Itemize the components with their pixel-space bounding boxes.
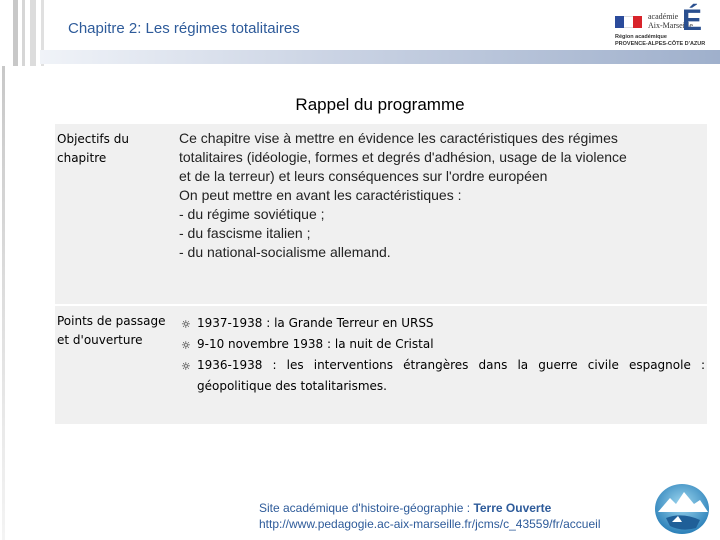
row-label: Points de passage et d'ouverture xyxy=(57,314,166,347)
academie-logo xyxy=(612,4,712,52)
objectives-cell: Ce chapitre vise à mettre en évidence les caractéristiques des régimes totalitaires (idéologie, formes et degrés d'adhésion, usage de la violence et de la terreur) et leurs conséquences sur l'ordre européen On peut mettre en avant les caractéristiques : - du régime soviétique ; - du fascisme italien ; - du national-socialisme allemand. xyxy=(179,130,627,260)
terre-ouverte-logo-icon xyxy=(652,482,712,536)
list-item: ☼ 1937-1938 : la Grande Terreur en URSS xyxy=(181,313,705,334)
logo-e-icon: É xyxy=(682,4,703,37)
list-item: ☼ 9-10 novembre 1938 : la nuit de Cristal xyxy=(181,334,705,355)
logo-subtitle: Région académique PROVENCE-ALPES-CÔTE D'AZUR xyxy=(615,34,706,47)
passage-points-cell xyxy=(181,313,705,397)
header-rule xyxy=(40,50,720,64)
row-label: Objectifs du chapitre xyxy=(57,132,129,165)
decor-bar xyxy=(13,0,18,66)
table-row xyxy=(55,306,707,424)
program-table xyxy=(55,124,707,424)
sun-bullet-icon: ☼ xyxy=(181,339,191,352)
logo-text: académie Aix-Marseille xyxy=(648,12,693,30)
section-title: Rappel du programme xyxy=(295,95,465,114)
table-row xyxy=(55,124,707,306)
flag-icon xyxy=(615,16,643,28)
slide-title: Chapitre 2: Les régimes totalitaires xyxy=(68,20,300,37)
footer-link[interactable]: http://www.pedagogie.ac-aix-marseille.fr/jcms/c_43559/fr/accueil xyxy=(259,517,601,531)
decor-bar xyxy=(30,0,36,66)
site-name: Terre Ouverte xyxy=(473,501,552,515)
footer: Site académique d'histoire-géographie : Terre Ouverte http://www.pedagogie.ac-aix-marseille.fr/jcms/c_43559/fr/accueil xyxy=(259,501,601,531)
list-item: ☼ 1936-1938 : les interventions étrangères dans la guerre civile espagnole : géopolitique des totalitarismes. xyxy=(181,358,705,393)
sun-bullet-icon: ☼ xyxy=(181,360,191,373)
sun-bullet-icon: ☼ xyxy=(181,318,191,331)
decor-bar xyxy=(2,66,5,540)
decor-bar xyxy=(22,0,25,66)
